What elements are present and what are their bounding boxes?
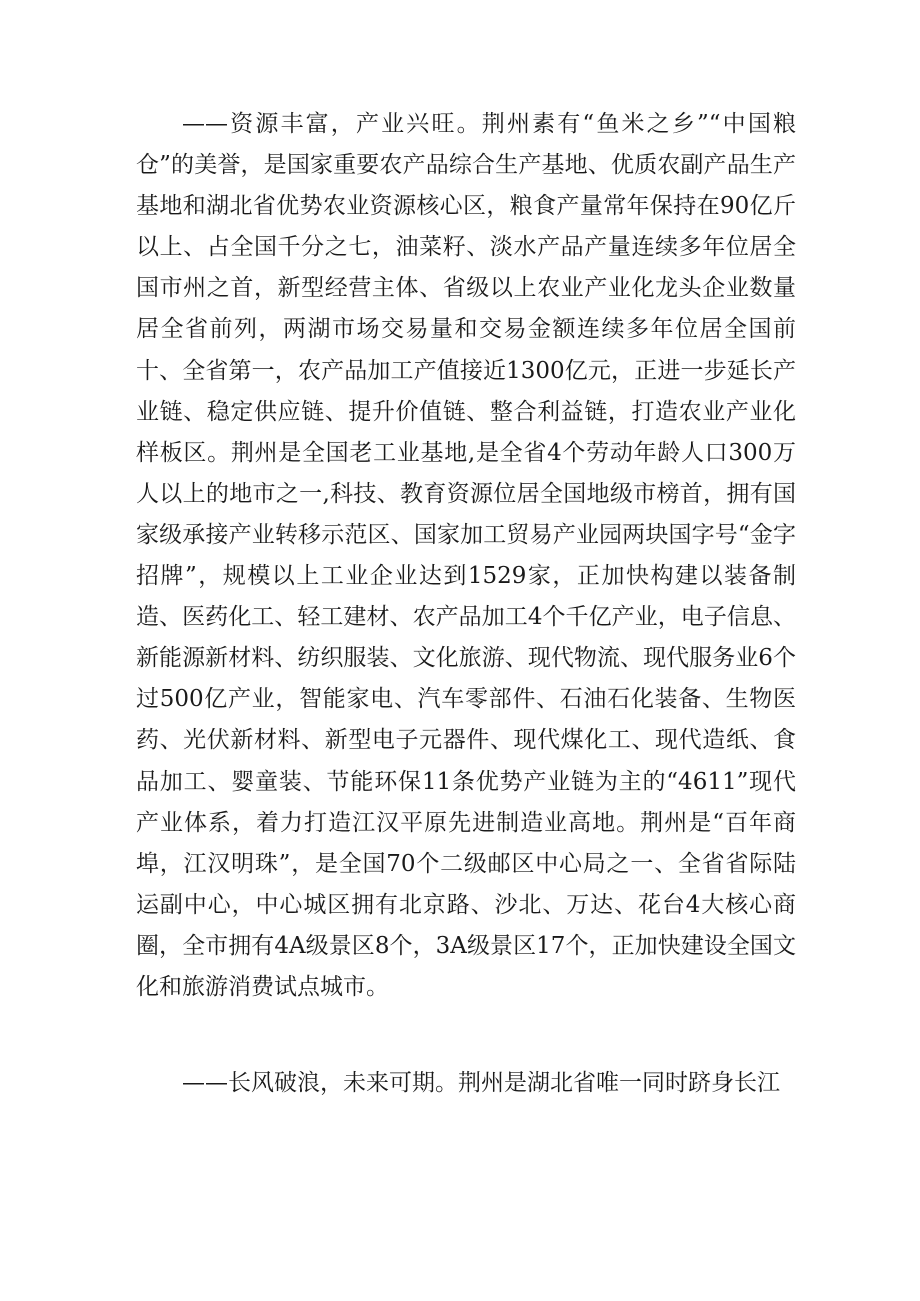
paragraph-future-prospects: ——长风破浪，未来可期。荆州是湖北省唯一同时跻身长江 — [182, 1070, 780, 1096]
paragraph-resources-industry: ——资源丰富，产业兴旺。荆州素有“鱼米之乡”“中国粮仓”的美誉，是国家重要农产品综合生产基地、优质农副产品生产基地和湖北省优势农业资源核心区，粮食产量常年保持在90亿斤以上、占全国千分之七，油菜籽、淡水产品产量连续多年位居全国市州之首，新型经营主体、省级以上农业产业化龙头企业数量居全省前列，两湖市场交易量和交易金额连续多年位居全国前十、全省第一，农产品加工产值接近1300亿元，正进一步延长产业链、稳定供应链、提升价值链、整合利益链，打造农业产业化样板区。荆州是全国老工业基地,是全省4个劳动年龄人口300万人以上的地市之一,科技、教育资源位居全国地级市榜首，拥有国家级承接产业转移示范区、国家加工贸易产业园两块国字号“金字招牌”，规模以上工业企业达到1529家，正加快构建以装备制造、医药化工、轻工建材、农产品加工4个千亿产业，电子信息、新能源新材料、纺织服装、文化旅游、现代物流、现代服务业6个过500亿产业，智能家电、汽车零部件、石油石化装备、生物医药、光伏新材料、新型电子元器件、现代煤化工、现代造纸、食品加工、婴童装、节能环保11条优势产业链为主的“4611”现代产业体系，着力打造江汉平原先进制造业高地。荆州是“百年商埠，江汉明珠”，是全国70个二级邮区中心局之一、全省省际陆运副中心，中心城区拥有北京路、沙北、万达、花台4大核心商圈，全市拥有4A级景区8个，3A级景区17个，正加快建设全国文化和旅游消费试点城市。 — [136, 111, 796, 1000]
